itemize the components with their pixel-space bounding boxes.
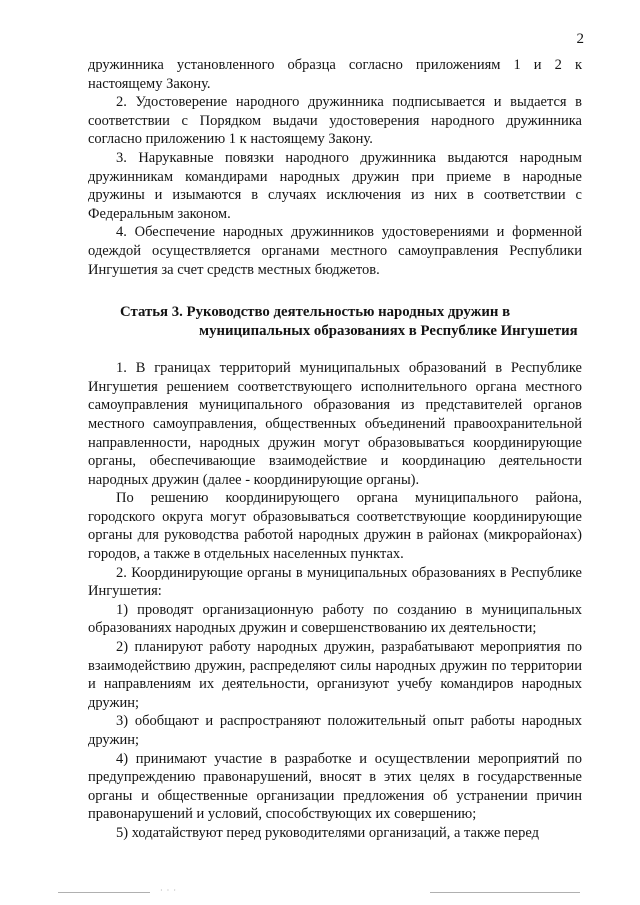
article-paragraph-district-decision: По решению координирующего органа муниципального района, городского округа могут образовываться соответствующие координирующие органы для руководства работой народных дружин в районах (микрорайонах) городов, а также в отдельных населенных пунктах. [88,490,582,563]
paragraph-continuation: дружинника установленного образца согласно приложениям 1 и 2 к настоящему Закону. [88,57,582,92]
footer-scan-marks: · · · [160,886,177,895]
article-heading-line-1: Статья 3. Руководство деятельностью народных дружин в [120,304,511,321]
subitem-2: 2) планируют работу народных дружин, разрабатывают мероприятия по взаимодействию дружин, распределяют силы народных дружин по территории и направлениям их деятельности, организуют учебу командиров народных дружин; [88,639,582,711]
document-body [88,56,582,843]
page-number: 2 [576,31,584,47]
subitem-3: 3) обобщают и распространяют положительный опыт работы народных дружин; [88,713,582,748]
article-paragraph-2: 2. Координирующие органы в муниципальных образованиях в Республике Ингушетия: [88,564,582,600]
article-heading-line-2: муниципальных образованиях в Республике Ингушетия [199,323,578,340]
subitem-1: 1) проводят организационную работу по созданию в муниципальных образованиях народных дружин и совершенствованию их деятельности; [88,601,582,637]
subitem-5: 5) ходатайствуют перед руководителями организаций, а также перед [116,824,539,841]
paragraph-item-3: 3. Нарукавные повязки народного дружинника выдаются народным дружинникам командирами народных дружин при приеме в народные дружины и изымаются в случаях исключения из них в соответствии с Федеральным законом. [88,149,582,222]
article-heading [88,303,582,341]
footer-rule-left [58,892,150,893]
footer-rule-right [430,892,580,893]
paragraph-item-4: 4. Обеспечение народных дружинников удостоверениями и форменной одеждой осуществляется органами местного самоуправления Республики Ингушетия за счет средств местных бюджетов. [88,224,582,278]
subitem-4: 4) принимают участие в разработке и осуществлении мероприятий по предупреждению правонарушений, вносят в этих целях в государственные органы и общественные организации предложения об устранении причин правонарушений и условий, способствующих их совершению; [88,750,582,823]
article-paragraph-1: 1. В границах территорий муниципальных образований в Республике Ингушетия решением соответствующего исполнительного органа местного самоуправления муниципального образования из представителей органов местного самоуправления, общественных объединений правоохранительной направленности, народных дружин могут образовываться координирующие органы, обеспечивающие взаимодействие и координацию деятельности народных дружин (далее - координирующие органы). [88,360,582,488]
paragraph-item-2: 2. Удостоверение народного дружинника подписывается и выдается в соответствии с Порядком выдачи удостоверения народного дружинника согласно приложению 1 к настоящему Закону. [88,94,582,148]
